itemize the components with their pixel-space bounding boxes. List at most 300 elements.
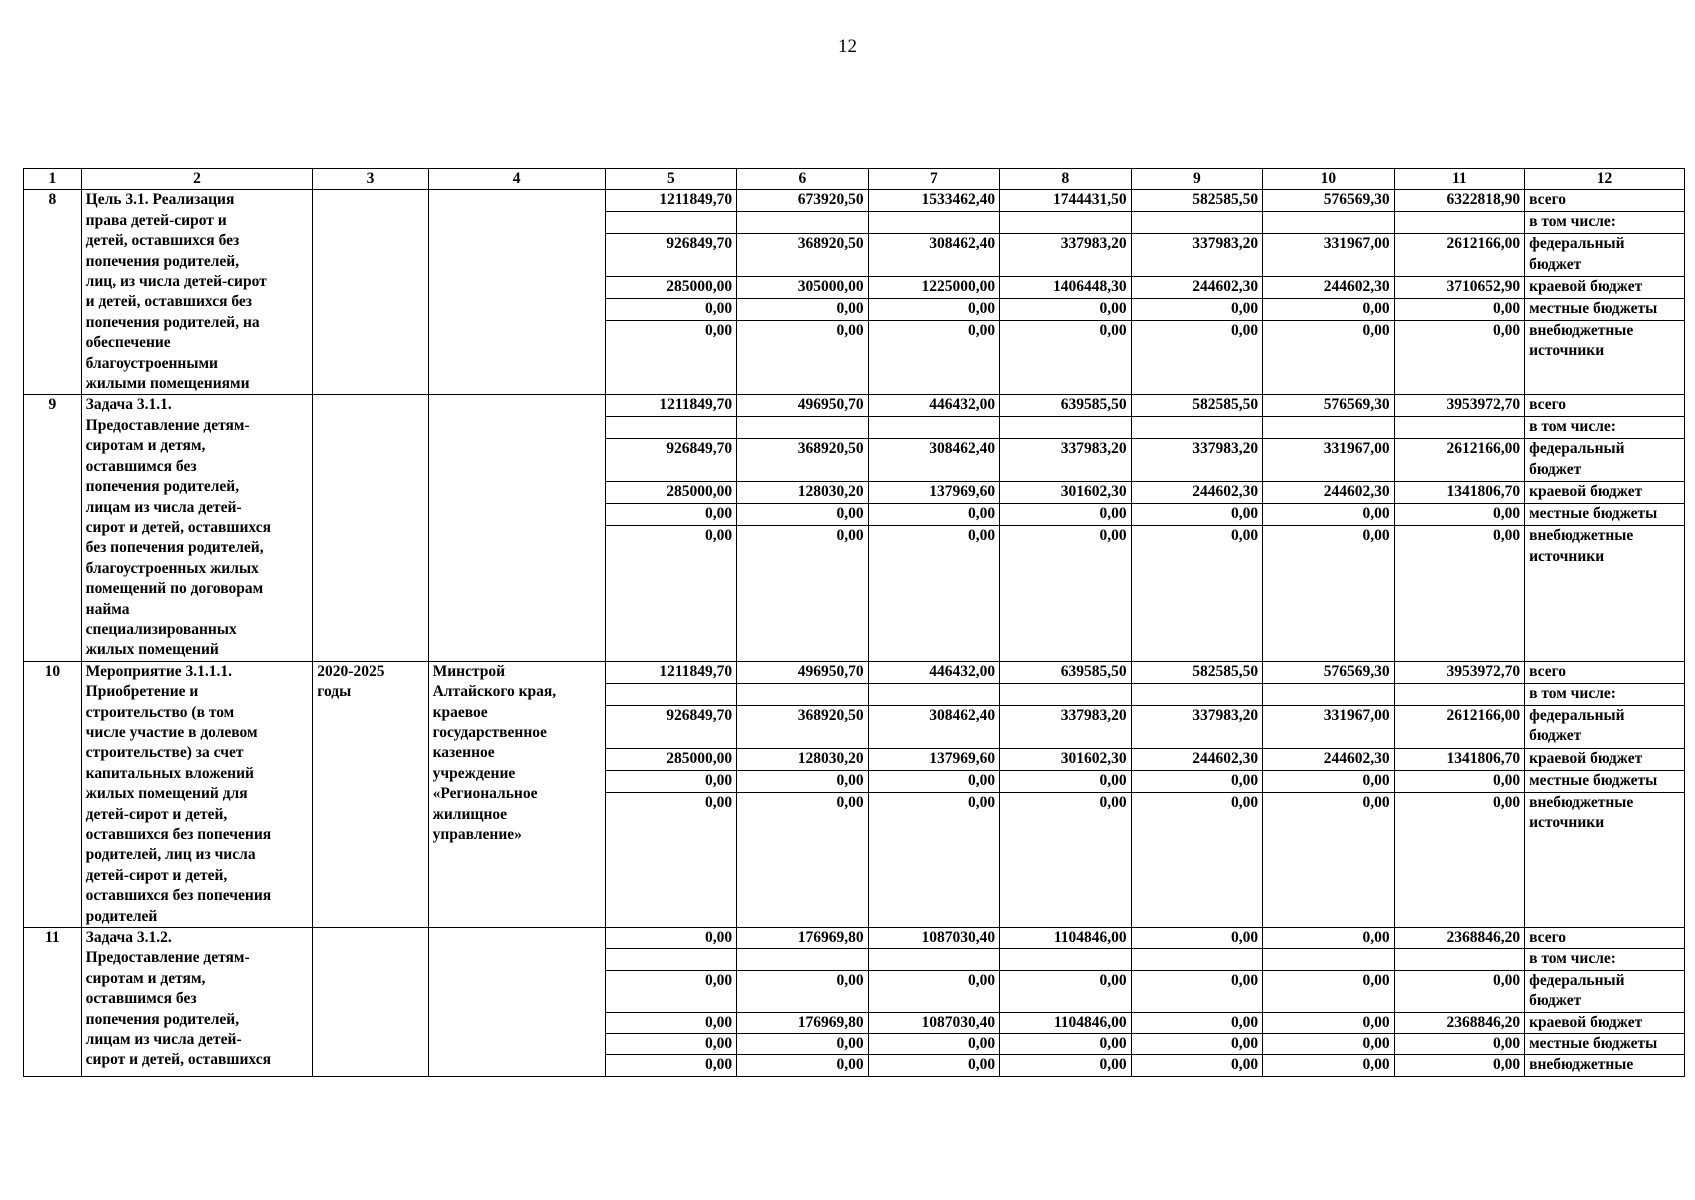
section-description-line: Цель 3.1. Реализация	[85, 191, 235, 209]
section-description-line: попечения родителей,	[85, 1010, 240, 1028]
funding-source-line: федеральный	[1529, 706, 1625, 724]
funding-source-line: в том числе:	[1529, 684, 1616, 702]
amount-cell: 0,00	[737, 526, 869, 662]
section-description-line: родителей, лиц из числа	[85, 846, 256, 864]
section-description-line: без попечения родителей,	[85, 539, 264, 557]
amount-cell: 0,00	[1131, 1012, 1263, 1033]
amount-cell: 0,00	[605, 526, 737, 662]
section-description-line: детей, оставшихся без	[85, 232, 240, 250]
amount-cell: 0,00	[737, 793, 869, 928]
column-number: 9	[1131, 169, 1263, 190]
amount-cell: 639585,50	[1000, 395, 1132, 417]
funding-source	[1525, 793, 1685, 928]
section-description-line: сиротам и детям,	[85, 437, 206, 455]
amount-cell	[737, 683, 869, 705]
amount-cell: 576569,30	[1263, 395, 1395, 417]
amount-cell	[1394, 949, 1524, 970]
amount-cell: 0,00	[1263, 770, 1395, 792]
section-description-line: Предоставление детям-	[85, 416, 250, 434]
amount-cell	[1263, 212, 1395, 234]
responsible-executor-line: учреждение	[432, 764, 516, 782]
column-number-row	[24, 169, 1685, 190]
amount-cell: 0,00	[737, 1034, 869, 1055]
amount-cell	[1000, 212, 1132, 234]
amount-cell: 0,00	[1000, 970, 1132, 1012]
implementation-period-line: годы	[317, 683, 352, 701]
funding-source-line: всего	[1529, 396, 1567, 414]
amount-cell: 337983,20	[1000, 705, 1132, 748]
section-description-line: помещений по договорам	[85, 580, 264, 598]
amount-cell: 2612166,00	[1394, 439, 1524, 482]
section-description-line: сирот и детей, оставшихся	[85, 518, 271, 536]
amount-cell: 244602,30	[1131, 482, 1263, 504]
amount-cell: 0,00	[1263, 504, 1395, 526]
amount-cell: 0,00	[868, 298, 1000, 320]
funding-source	[1525, 949, 1685, 970]
amount-cell: 0,00	[1263, 1034, 1395, 1055]
section-description-line: и детей, оставшихся без	[85, 293, 253, 311]
amount-cell	[605, 949, 737, 970]
amount-cell: 2368846,20	[1394, 1012, 1524, 1033]
amount-cell: 0,00	[1131, 1055, 1263, 1076]
funding-source	[1525, 970, 1685, 1012]
funding-source	[1525, 234, 1685, 277]
amount-cell: 0,00	[1131, 770, 1263, 792]
amount-cell: 2612166,00	[1394, 705, 1524, 748]
amount-cell: 1225000,00	[868, 276, 1000, 298]
amount-cell: 337983,20	[1131, 439, 1263, 482]
amount-cell: 0,00	[1131, 504, 1263, 526]
responsible-executor-line: Алтайского края,	[432, 683, 557, 701]
amount-cell: 0,00	[605, 1055, 737, 1076]
amount-cell: 926849,70	[605, 439, 737, 482]
amount-cell: 1104846,00	[1000, 928, 1132, 949]
amount-cell: 0,00	[868, 1034, 1000, 1055]
amount-cell: 0,00	[605, 1012, 737, 1033]
amount-cell: 285000,00	[605, 748, 737, 770]
responsible-executor-line: казенное	[432, 744, 495, 762]
funding-source-line: местные бюджеты	[1529, 299, 1658, 317]
amount-cell: 0,00	[1394, 504, 1524, 526]
amount-cell: 244602,30	[1263, 482, 1395, 504]
funding-source	[1525, 928, 1685, 949]
amount-cell	[1394, 683, 1524, 705]
funding-source	[1525, 482, 1685, 504]
amount-cell: 0,00	[1263, 793, 1395, 928]
section-description	[81, 190, 313, 395]
amount-cell	[737, 417, 869, 439]
funding-source	[1525, 298, 1685, 320]
amount-cell: 128030,20	[737, 482, 869, 504]
funding-source	[1525, 320, 1685, 395]
section-description-line: лиц, из числа детей-сирот	[85, 273, 267, 291]
amount-cell	[605, 417, 737, 439]
amount-cell: 137969,60	[868, 748, 1000, 770]
amount-cell: 0,00	[1000, 526, 1132, 662]
funding-source	[1525, 683, 1685, 705]
amount-cell: 1211849,70	[605, 190, 737, 212]
responsible-executor	[428, 928, 605, 1077]
section-description	[81, 928, 313, 1077]
amount-cell: 2612166,00	[1394, 234, 1524, 277]
section-description-line: Приобретение и	[85, 683, 199, 701]
amount-cell: 0,00	[605, 793, 737, 928]
amount-cell: 0,00	[1000, 320, 1132, 395]
section-description-line: права детей-сирот и	[85, 211, 227, 229]
amount-cell: 0,00	[868, 320, 1000, 395]
responsible-executor-line: управление»	[432, 826, 522, 843]
amount-cell: 0,00	[1000, 793, 1132, 928]
amount-cell: 0,00	[1131, 320, 1263, 395]
amount-cell: 0,00	[1263, 320, 1395, 395]
funding-source	[1525, 504, 1685, 526]
section-description-line: обеспечение	[85, 334, 171, 352]
amount-cell: 496950,70	[737, 661, 869, 683]
amount-cell	[1131, 417, 1263, 439]
amount-cell: 0,00	[1131, 1034, 1263, 1055]
amount-cell: 582585,50	[1131, 190, 1263, 212]
section-description-line: лицам из числа детей-	[85, 498, 242, 516]
amount-cell: 0,00	[868, 793, 1000, 928]
amount-cell: 0,00	[868, 526, 1000, 662]
funding-source-line: федеральный	[1529, 971, 1625, 989]
column-number: 4	[428, 169, 605, 190]
table-row	[24, 928, 1685, 949]
funding-source-line: краевой бюджет	[1529, 1013, 1643, 1031]
amount-cell: 0,00	[737, 970, 869, 1012]
funding-source	[1525, 1055, 1685, 1076]
table-row	[24, 190, 1685, 212]
amount-cell	[1394, 417, 1524, 439]
amount-cell: 0,00	[1000, 504, 1132, 526]
amount-cell: 0,00	[1263, 1012, 1395, 1033]
funding-source-line: в том числе:	[1529, 213, 1616, 231]
amount-cell: 176969,80	[737, 928, 869, 949]
page-number: 12	[838, 36, 857, 57]
funding-source-line: всего	[1529, 929, 1567, 947]
table-row	[24, 661, 1685, 683]
amount-cell: 0,00	[1263, 970, 1395, 1012]
amount-cell: 0,00	[1394, 298, 1524, 320]
amount-cell: 1087030,40	[868, 1012, 1000, 1033]
section-description-line: попечения родителей,	[85, 252, 240, 270]
column-number: 3	[313, 169, 428, 190]
section-description-line: оставшимся без	[85, 990, 197, 1008]
amount-cell: 446432,00	[868, 661, 1000, 683]
responsible-executor-line: государственное	[432, 723, 547, 741]
funding-source-line: местные бюджеты	[1529, 771, 1658, 789]
amount-cell: 0,00	[1394, 320, 1524, 395]
amount-cell: 926849,70	[605, 705, 737, 748]
amount-cell: 3953972,70	[1394, 661, 1524, 683]
amount-cell: 0,00	[1394, 970, 1524, 1012]
amount-cell	[1131, 683, 1263, 705]
amount-cell: 576569,30	[1263, 661, 1395, 683]
amount-cell	[1263, 417, 1395, 439]
amount-cell: 368920,50	[737, 439, 869, 482]
column-number: 7	[868, 169, 1000, 190]
funding-source-line: федеральный	[1529, 440, 1625, 458]
amount-cell: 244602,30	[1263, 276, 1395, 298]
amount-cell: 926849,70	[605, 234, 737, 277]
table-row	[24, 395, 1685, 417]
section-description-line: благоустроенных жилых	[85, 559, 259, 577]
funding-source	[1525, 190, 1685, 212]
funding-source-line: источники	[1529, 814, 1605, 832]
amount-cell: 301602,30	[1000, 748, 1132, 770]
amount-cell: 0,00	[605, 504, 737, 526]
responsible-executor-line: «Региональное	[432, 785, 538, 803]
amount-cell: 582585,50	[1131, 661, 1263, 683]
funding-source-line: местные бюджеты	[1529, 1035, 1658, 1053]
funding-source	[1525, 439, 1685, 482]
funding-source-line: источники	[1529, 547, 1605, 565]
amount-cell: 0,00	[1394, 1034, 1524, 1055]
section-description-line: детей-сирот и детей,	[85, 805, 228, 823]
amount-cell: 0,00	[1000, 770, 1132, 792]
amount-cell: 496950,70	[737, 395, 869, 417]
amount-cell: 0,00	[868, 1055, 1000, 1076]
amount-cell	[1000, 417, 1132, 439]
table-body	[24, 190, 1685, 1076]
funding-source-line: всего	[1529, 191, 1567, 209]
amount-cell: 1211849,70	[605, 661, 737, 683]
section-description	[81, 661, 313, 927]
funding-source-line: внебюджетные	[1529, 1056, 1634, 1074]
amount-cell: 331967,00	[1263, 705, 1395, 748]
implementation-period-line: 2020-2025	[317, 662, 385, 680]
amount-cell	[868, 683, 1000, 705]
amount-cell: 1211849,70	[605, 395, 737, 417]
section-description-line: оставшимся без	[85, 457, 197, 475]
amount-cell: 0,00	[1394, 793, 1524, 928]
amount-cell: 0,00	[1000, 298, 1132, 320]
amount-cell: 0,00	[1000, 1055, 1132, 1076]
amount-cell: 244602,30	[1131, 276, 1263, 298]
amount-cell	[1000, 949, 1132, 970]
section-description-line: Мероприятие 3.1.1.1.	[85, 662, 232, 680]
amount-cell: 1104846,00	[1000, 1012, 1132, 1033]
amount-cell	[1263, 949, 1395, 970]
amount-cell: 0,00	[1131, 970, 1263, 1012]
amount-cell: 0,00	[868, 770, 1000, 792]
amount-cell	[1131, 949, 1263, 970]
section-description-line: оставшихся без попечения	[85, 887, 272, 905]
funding-source	[1525, 661, 1685, 683]
section-description-line: оставшихся без попечения	[85, 826, 272, 843]
funding-source-line: в том числе:	[1529, 418, 1616, 436]
amount-cell: 368920,50	[737, 234, 869, 277]
amount-cell: 1087030,40	[868, 928, 1000, 949]
responsible-executor	[428, 190, 605, 395]
column-number: 12	[1525, 169, 1685, 190]
amount-cell: 0,00	[1131, 928, 1263, 949]
amount-cell: 446432,00	[868, 395, 1000, 417]
amount-cell: 3710652,90	[1394, 276, 1524, 298]
funding-source-line: местные бюджеты	[1529, 505, 1658, 523]
responsible-executor	[428, 395, 605, 661]
amount-cell: 0,00	[605, 770, 737, 792]
amount-cell: 6322818,90	[1394, 190, 1524, 212]
funding-source-line: источники	[1529, 342, 1605, 360]
amount-cell: 582585,50	[1131, 395, 1263, 417]
section-description-line: числе участие в долевом	[85, 723, 258, 741]
section-description-line: лицам из числа детей-	[85, 1031, 242, 1049]
amount-cell: 331967,00	[1263, 439, 1395, 482]
amount-cell: 0,00	[737, 504, 869, 526]
section-description-line: детей-сирот и детей,	[85, 866, 228, 884]
section-description-line: родителей	[85, 907, 158, 925]
funding-source	[1525, 1034, 1685, 1055]
amount-cell: 0,00	[1131, 298, 1263, 320]
funding-source-line: краевой бюджет	[1529, 277, 1643, 295]
section-description-line: строительство (в том	[85, 703, 235, 721]
section-description-line: сирот и детей, оставшихся	[85, 1051, 271, 1069]
funding-source	[1525, 212, 1685, 234]
funding-source	[1525, 276, 1685, 298]
funding-source-line: бюджет	[1529, 255, 1582, 273]
funding-source	[1525, 748, 1685, 770]
amount-cell: 1341806,70	[1394, 748, 1524, 770]
funding-source-line: бюджет	[1529, 992, 1582, 1010]
amount-cell: 244602,30	[1263, 748, 1395, 770]
funding-source-line: внебюджетные	[1529, 527, 1634, 545]
amount-cell	[868, 949, 1000, 970]
amount-cell	[737, 212, 869, 234]
amount-cell: 0,00	[1394, 770, 1524, 792]
amount-cell: 1406448,30	[1000, 276, 1132, 298]
section-description-line: Задача 3.1.2.	[85, 929, 172, 947]
amount-cell	[1131, 212, 1263, 234]
amount-cell: 2368846,20	[1394, 928, 1524, 949]
section-description-line: попечения родителей,	[85, 478, 240, 496]
amount-cell: 137969,60	[868, 482, 1000, 504]
section-number: 10	[24, 661, 82, 927]
implementation-period	[313, 190, 428, 395]
column-number: 5	[605, 169, 737, 190]
section-description-line: жилых помещений для	[85, 785, 248, 803]
amount-cell: 3953972,70	[1394, 395, 1524, 417]
section-description	[81, 395, 313, 661]
amount-cell	[1000, 683, 1132, 705]
amount-cell: 0,00	[737, 1055, 869, 1076]
responsible-executor-line: Минстрой	[432, 662, 506, 680]
responsible-executor-line: краевое	[432, 703, 488, 721]
amount-cell: 0,00	[1263, 526, 1395, 662]
amount-cell: 1744431,50	[1000, 190, 1132, 212]
amount-cell: 0,00	[1263, 928, 1395, 949]
funding-source	[1525, 395, 1685, 417]
amount-cell	[868, 212, 1000, 234]
amount-cell: 0,00	[1394, 526, 1524, 662]
amount-cell: 337983,20	[1000, 234, 1132, 277]
implementation-period	[313, 661, 428, 927]
section-description-line: попечения родителей, на	[85, 313, 260, 331]
funding-source-line: внебюджетные	[1529, 794, 1634, 812]
section-description-line: благоустроенными	[85, 354, 218, 372]
amount-cell: 0,00	[605, 320, 737, 395]
amount-cell: 639585,50	[1000, 661, 1132, 683]
amount-cell: 0,00	[605, 928, 737, 949]
amount-cell: 176969,80	[737, 1012, 869, 1033]
amount-cell	[1394, 212, 1524, 234]
amount-cell: 1341806,70	[1394, 482, 1524, 504]
amount-cell	[868, 417, 1000, 439]
funding-source	[1525, 770, 1685, 792]
section-description-line: Предоставление детям-	[85, 949, 250, 967]
amount-cell: 308462,40	[868, 234, 1000, 277]
amount-cell: 0,00	[605, 970, 737, 1012]
column-number: 6	[737, 169, 869, 190]
funding-source-line: в том числе:	[1529, 950, 1616, 968]
amount-cell: 1533462,40	[868, 190, 1000, 212]
column-number: 1	[24, 169, 82, 190]
section-number: 8	[24, 190, 82, 395]
funding-source-line: всего	[1529, 662, 1567, 680]
amount-cell: 0,00	[868, 504, 1000, 526]
funding-source	[1525, 705, 1685, 748]
budget-table	[23, 168, 1685, 1077]
amount-cell: 0,00	[1000, 1034, 1132, 1055]
funding-source-line: бюджет	[1529, 460, 1582, 478]
amount-cell: 0,00	[1263, 298, 1395, 320]
section-description-line: Задача 3.1.1.	[85, 396, 172, 414]
amount-cell: 331967,00	[1263, 234, 1395, 277]
funding-source-line: федеральный	[1529, 235, 1625, 253]
amount-cell: 673920,50	[737, 190, 869, 212]
amount-cell: 0,00	[605, 1034, 737, 1055]
amount-cell	[1263, 683, 1395, 705]
amount-cell: 337983,20	[1131, 705, 1263, 748]
column-number: 8	[1000, 169, 1132, 190]
amount-cell: 305000,00	[737, 276, 869, 298]
amount-cell: 0,00	[737, 320, 869, 395]
amount-cell: 244602,30	[1131, 748, 1263, 770]
funding-source-line: бюджет	[1529, 727, 1582, 745]
section-description-line: капитальных вложений	[85, 764, 254, 782]
amount-cell: 285000,00	[605, 276, 737, 298]
amount-cell: 0,00	[605, 298, 737, 320]
funding-source-line: краевой бюджет	[1529, 483, 1643, 501]
amount-cell: 0,00	[1263, 1055, 1395, 1076]
funding-source	[1525, 526, 1685, 662]
funding-source-line: краевой бюджет	[1529, 749, 1643, 767]
column-number: 11	[1394, 169, 1524, 190]
section-number: 9	[24, 395, 82, 661]
amount-cell	[605, 683, 737, 705]
implementation-period	[313, 395, 428, 661]
section-description-line: сиротам и детям,	[85, 969, 206, 987]
section-description-line: специализированных	[85, 620, 237, 638]
section-description-line: жилых помещений	[85, 641, 219, 659]
amount-cell: 368920,50	[737, 705, 869, 748]
amount-cell: 0,00	[737, 298, 869, 320]
amount-cell: 308462,40	[868, 705, 1000, 748]
funding-source-line: внебюджетные	[1529, 321, 1634, 339]
amount-cell: 301602,30	[1000, 482, 1132, 504]
amount-cell	[737, 949, 869, 970]
amount-cell: 308462,40	[868, 439, 1000, 482]
funding-source	[1525, 417, 1685, 439]
amount-cell: 285000,00	[605, 482, 737, 504]
amount-cell: 0,00	[1131, 526, 1263, 662]
implementation-period	[313, 928, 428, 1077]
responsible-executor-line: жилищное	[432, 805, 508, 823]
column-number: 10	[1263, 169, 1395, 190]
section-description-line: жилыми помещениями	[85, 375, 250, 393]
amount-cell: 337983,20	[1131, 234, 1263, 277]
amount-cell	[605, 212, 737, 234]
